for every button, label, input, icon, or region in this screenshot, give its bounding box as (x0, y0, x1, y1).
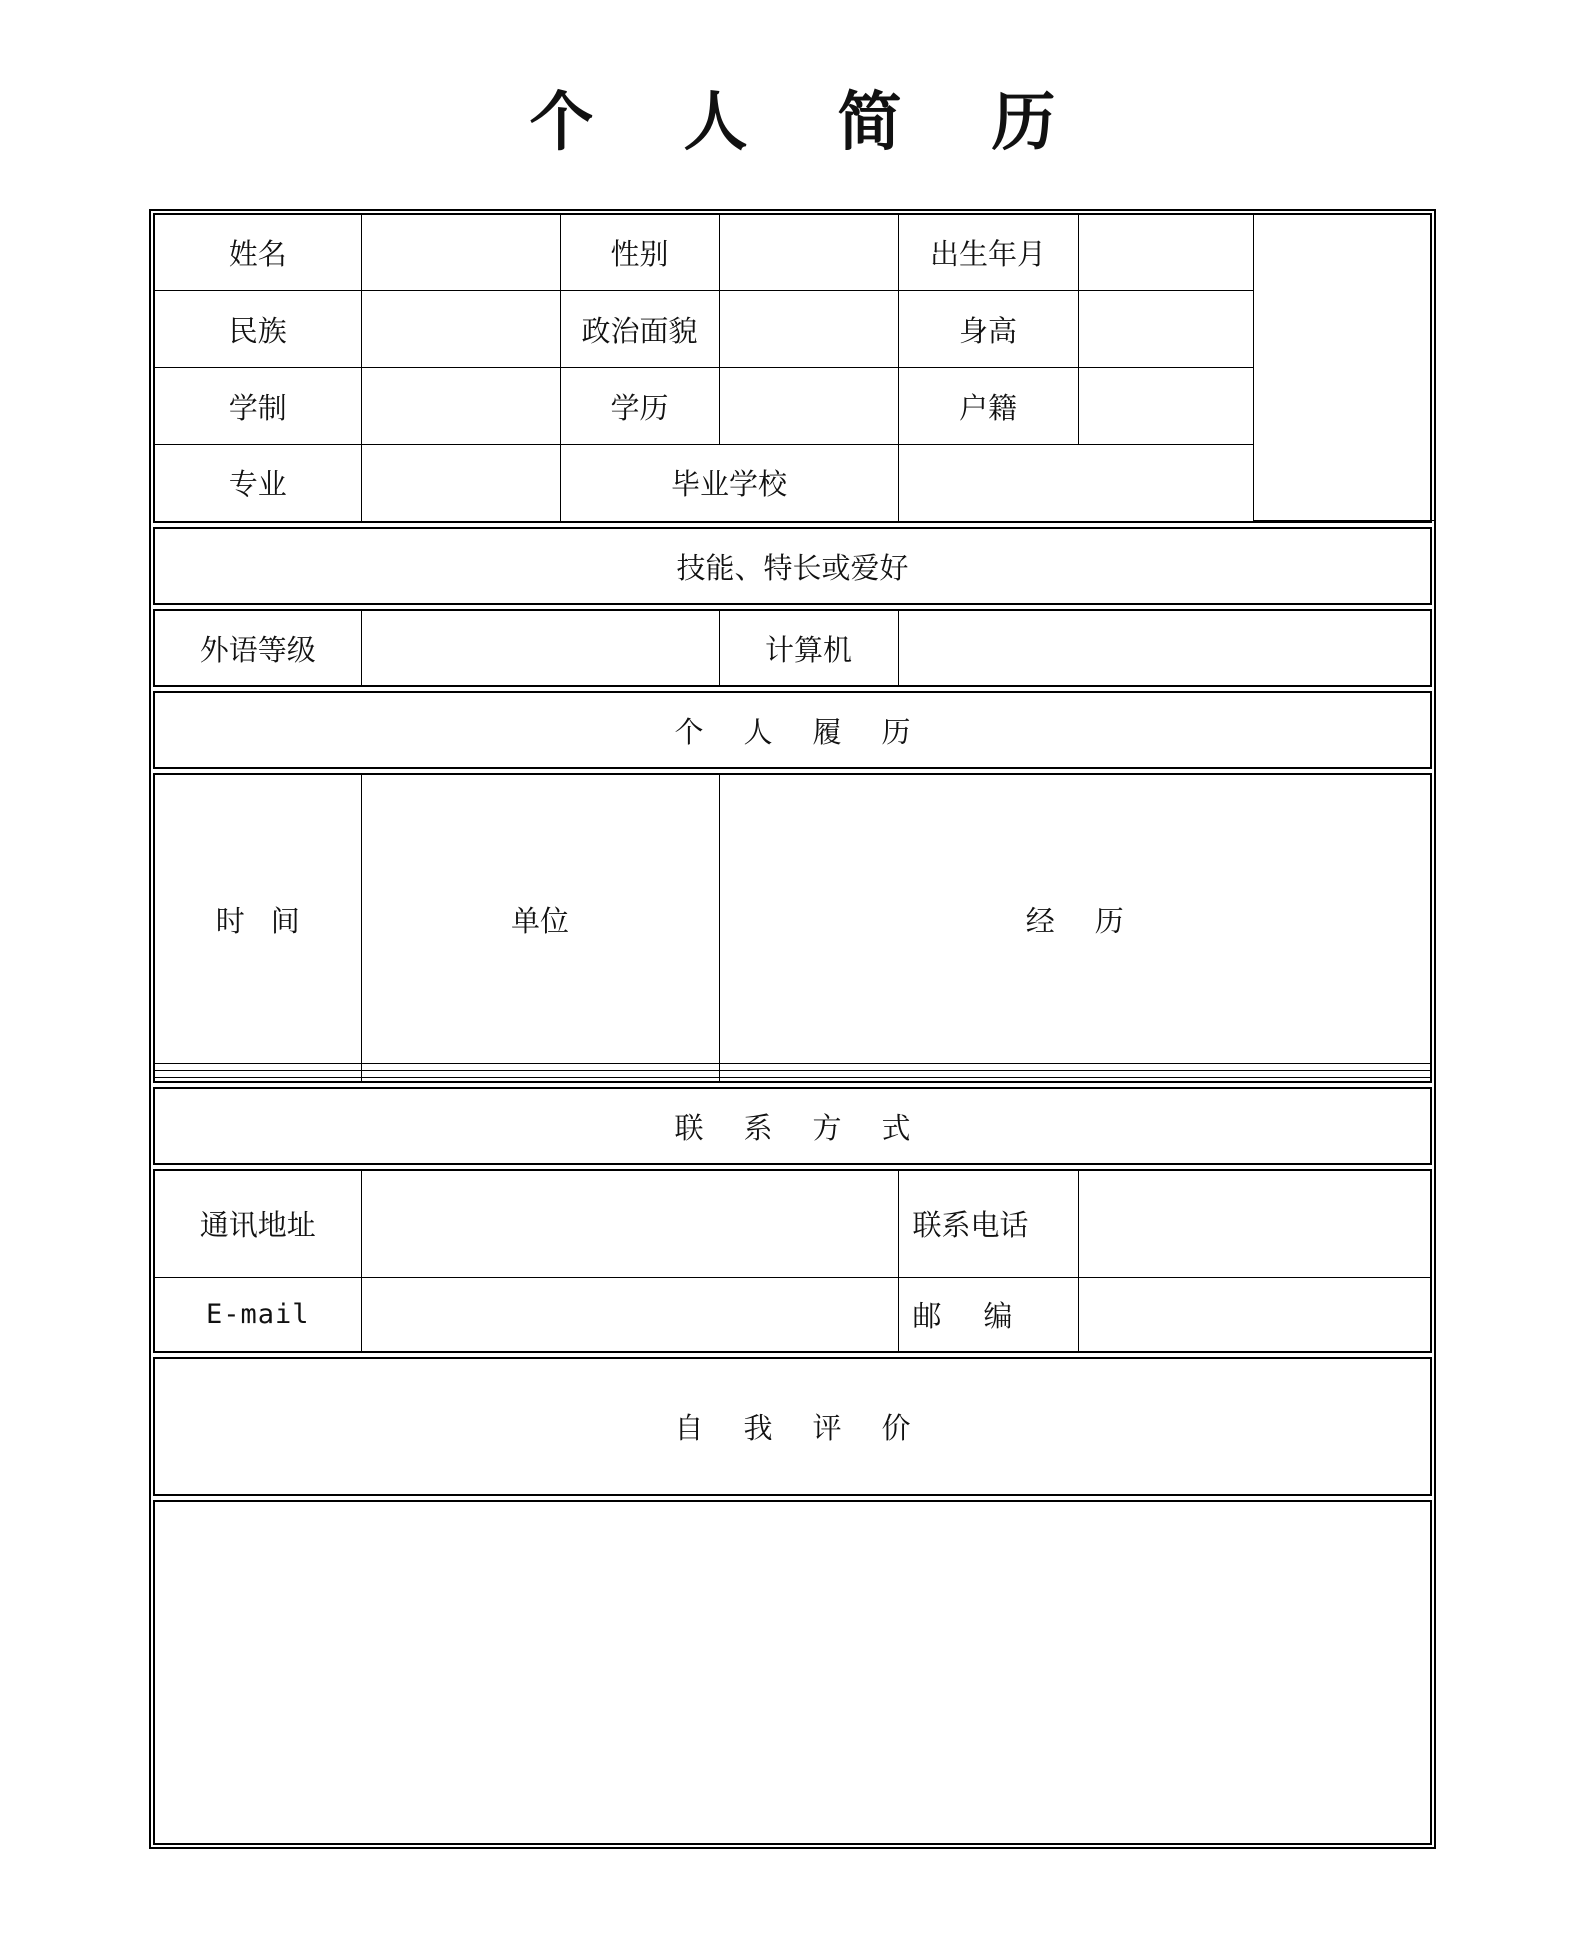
table-row (155, 1071, 1430, 1078)
ethnicity-field[interactable] (361, 291, 560, 368)
unit-field[interactable] (361, 1078, 719, 1081)
gender-label: 性别 (560, 215, 719, 291)
name-field[interactable] (361, 215, 560, 291)
phone-label: 联系电话 (898, 1171, 1078, 1277)
school-field[interactable] (898, 445, 1253, 521)
table-row (155, 1078, 1430, 1081)
name-label: 姓名 (155, 215, 361, 291)
self-eval-heading-section (153, 1357, 1432, 1496)
birth-label: 出生年月 (898, 215, 1078, 291)
time-field[interactable] (155, 1078, 361, 1081)
hukou-label: 户籍 (898, 368, 1078, 445)
school-label: 毕业学校 (560, 445, 898, 521)
skills-heading: 技能、特长或爱好 (676, 550, 909, 585)
skills-row-section (153, 609, 1432, 687)
education-field[interactable] (719, 368, 898, 445)
experience-field[interactable] (719, 1071, 1430, 1078)
schooling-label: 学制 (155, 368, 361, 445)
major-label: 专业 (155, 445, 361, 521)
self-eval-heading: 自 我 评 价 (674, 1411, 911, 1445)
experience-field[interactable] (719, 1064, 1430, 1071)
postcode-label: 邮 编 (898, 1277, 1078, 1351)
hukou-field[interactable] (1078, 368, 1253, 445)
email-label: E-mail (155, 1277, 361, 1351)
basic-info-table (155, 215, 1434, 521)
basic-info-section (153, 213, 1432, 523)
contact-heading: 联 系 方 式 (674, 1110, 911, 1145)
time-field[interactable] (155, 1071, 361, 1078)
address-field[interactable] (361, 1171, 898, 1277)
language-field[interactable] (361, 611, 719, 685)
gender-field[interactable] (719, 215, 898, 291)
ethnicity-label: 民族 (155, 291, 361, 368)
col-unit: 单位 (361, 775, 719, 1064)
resume-table-section (153, 773, 1432, 1083)
contact-heading-section (153, 1087, 1432, 1165)
col-experience: 经 历 (719, 775, 1430, 1064)
language-label: 外语等级 (155, 611, 361, 685)
postcode-field[interactable] (1078, 1277, 1430, 1351)
contact-table (155, 1171, 1430, 1351)
political-label: 政治面貌 (560, 291, 719, 368)
height-label: 身高 (898, 291, 1078, 368)
political-field[interactable] (719, 291, 898, 368)
experience-field[interactable] (719, 1078, 1430, 1081)
birth-field[interactable] (1078, 215, 1253, 291)
computer-field[interactable] (898, 611, 1430, 685)
education-label: 学历 (560, 368, 719, 445)
contact-table-section (153, 1169, 1432, 1353)
resume-table (155, 775, 1430, 1081)
unit-field[interactable] (361, 1064, 719, 1071)
resume-heading: 个 人 履 历 (674, 714, 911, 749)
time-field[interactable] (155, 1064, 361, 1071)
page-title: 个 人 简 历 (529, 85, 1058, 160)
email-field[interactable] (361, 1277, 898, 1351)
address-label: 通讯地址 (155, 1171, 361, 1277)
height-field[interactable] (1078, 291, 1253, 368)
schooling-field[interactable] (361, 368, 560, 445)
photo-box[interactable] (1253, 215, 1434, 521)
computer-label: 计算机 (719, 611, 898, 685)
self-eval-field[interactable] (153, 1500, 1432, 1845)
table-row (155, 1064, 1430, 1071)
resume-heading-section (153, 691, 1432, 769)
col-time: 时 间 (155, 775, 361, 1064)
phone-field[interactable] (1078, 1171, 1430, 1277)
skills-heading-section (153, 527, 1432, 605)
unit-field[interactable] (361, 1071, 719, 1078)
major-field[interactable] (361, 445, 560, 521)
